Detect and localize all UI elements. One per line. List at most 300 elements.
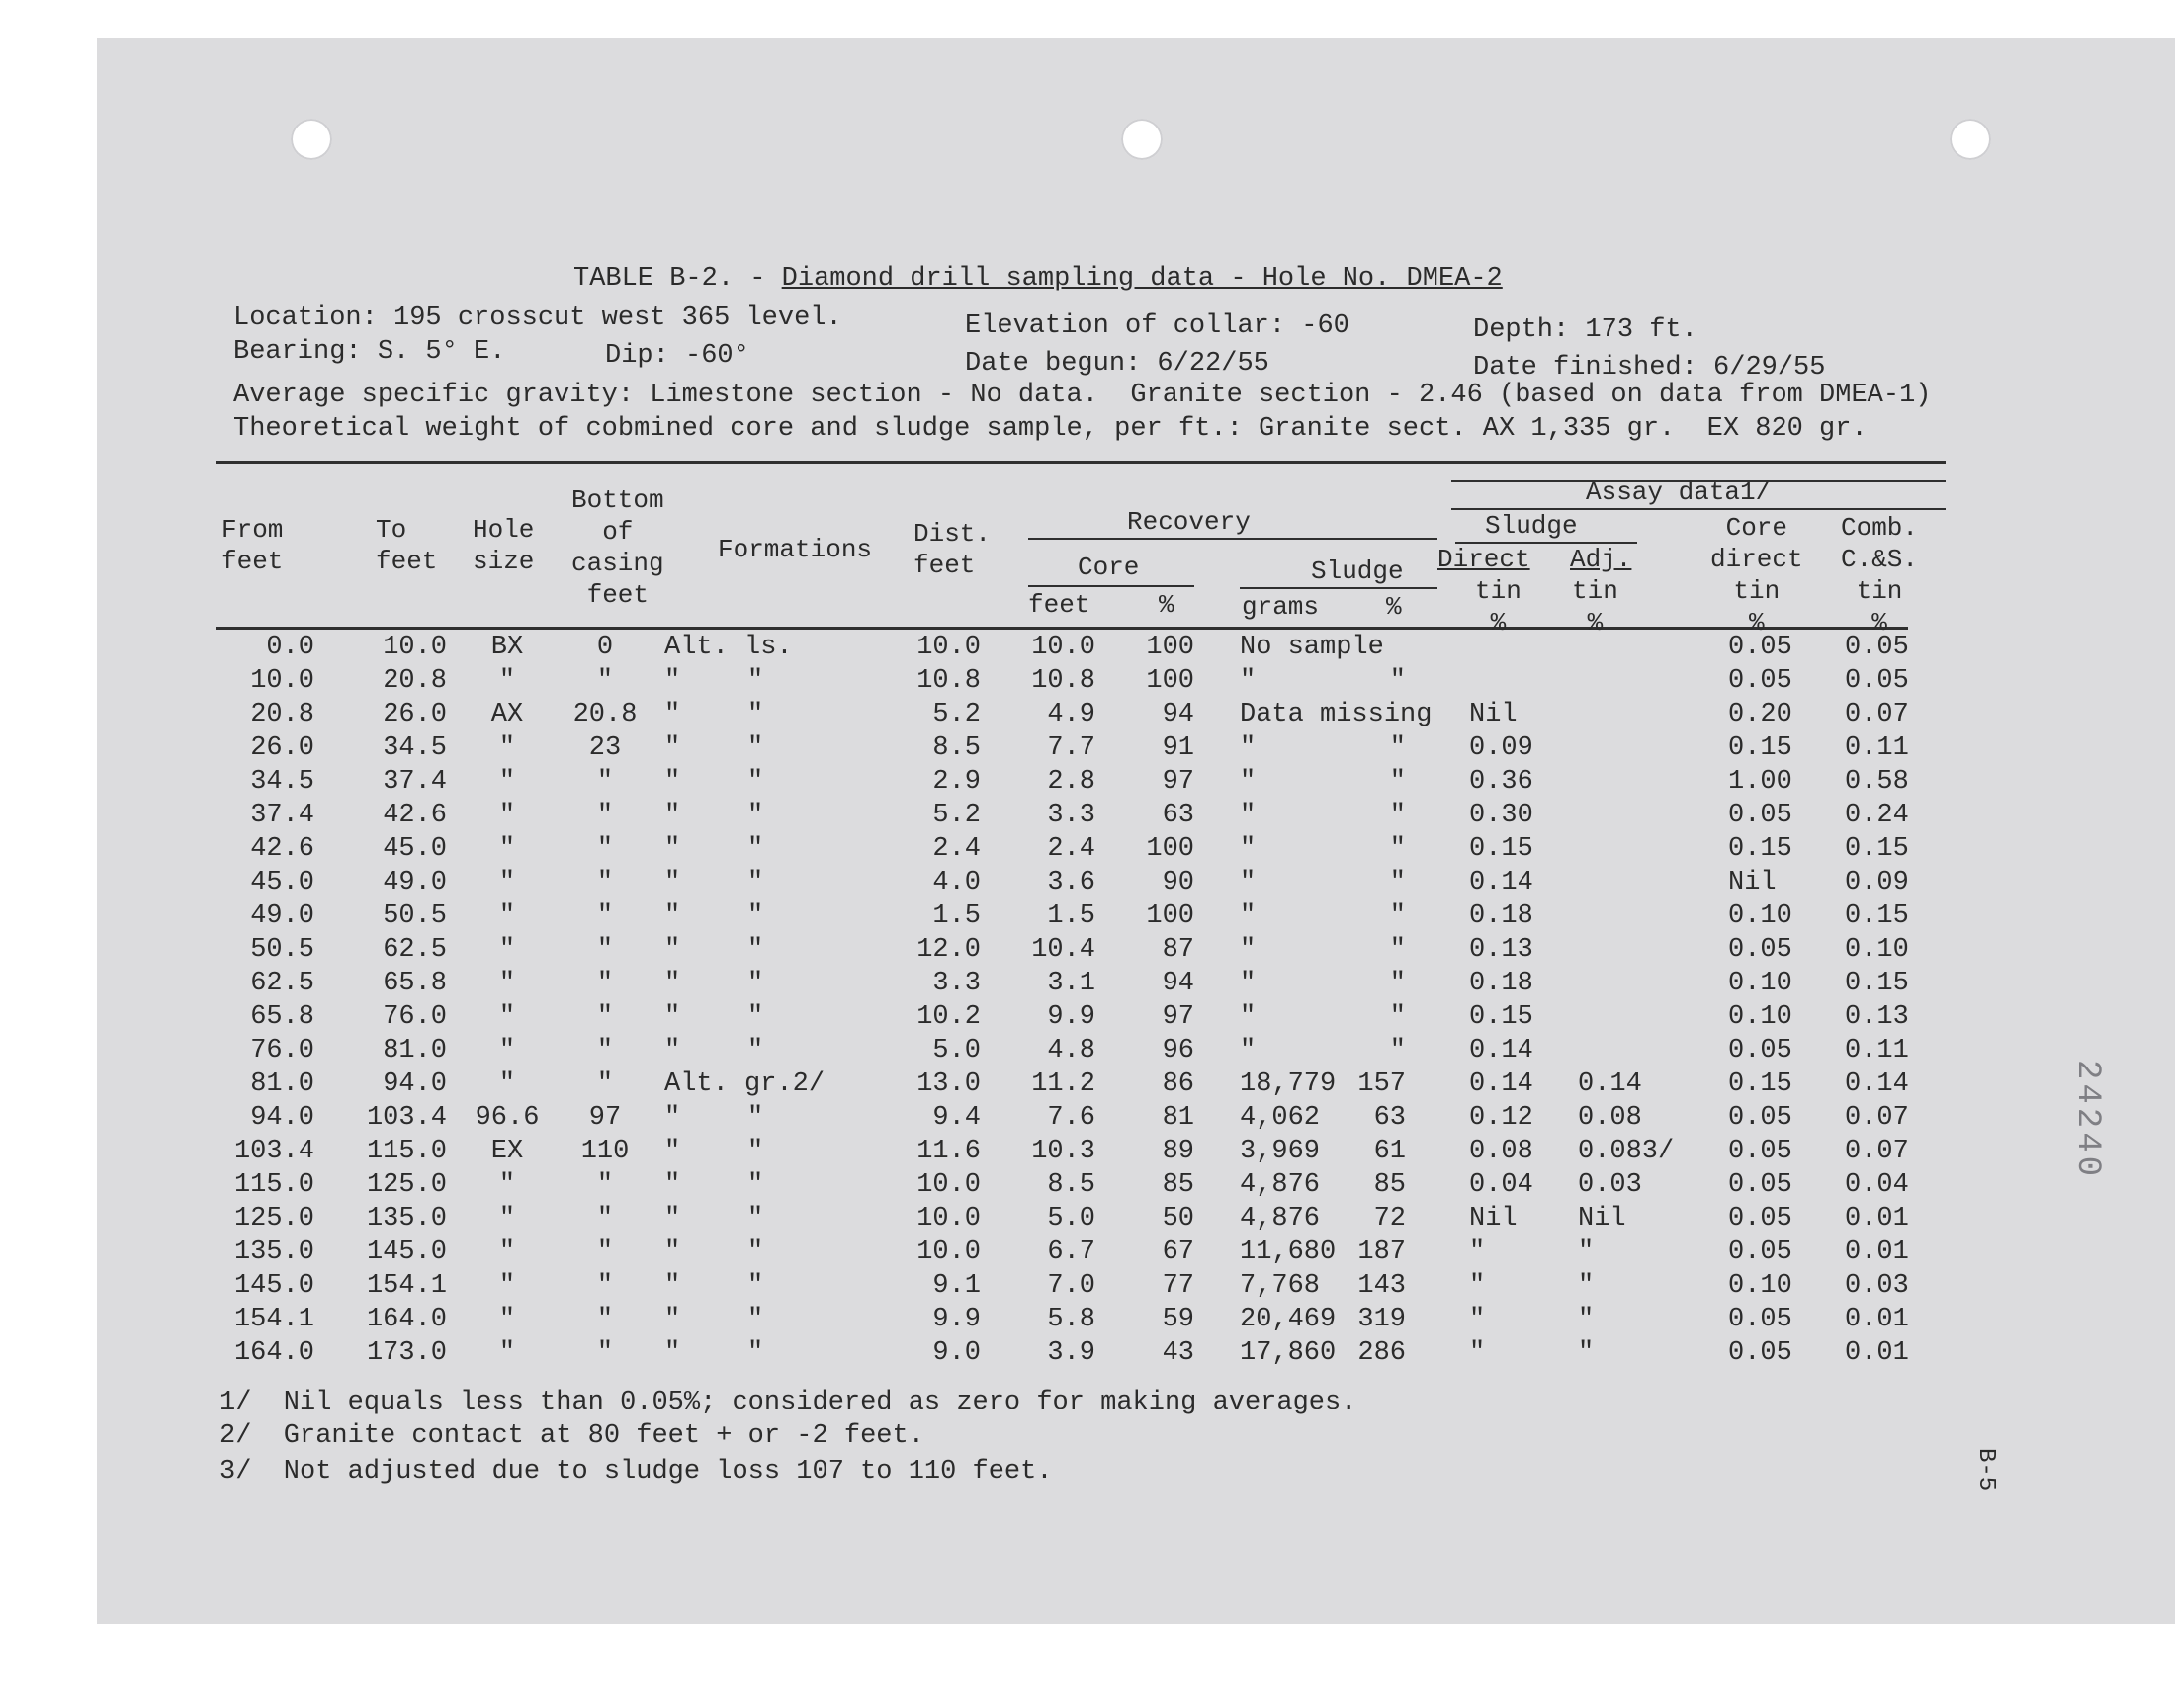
cell-dist: 9.1: [932, 1271, 981, 1301]
cell-direct-tin: ": [1469, 1271, 1486, 1301]
cell-direct-tin: 0.15: [1469, 1002, 1533, 1032]
cell-formation: ": [664, 1305, 681, 1334]
footnote-2: 2/ Granite contact at 80 feet + or -2 feet.: [219, 1421, 924, 1451]
cell-core-feet: 3.1: [1047, 969, 1095, 998]
cell-to: 10.0: [383, 633, 447, 662]
header-core: Core: [1078, 553, 1140, 582]
cell-adj-tin: 0.14: [1578, 1069, 1642, 1099]
cell-dist: 10.0: [916, 1238, 981, 1267]
cell-comb: 0.58: [1845, 767, 1909, 797]
cell-core-feet: 10.8: [1031, 666, 1095, 696]
cell-adj-tin: ": [1578, 1238, 1595, 1267]
cell-core-direct: 0.05: [1728, 1204, 1792, 1234]
header-sludge: Sludge: [1311, 556, 1404, 586]
cell-comb: 0.15: [1845, 901, 1909, 931]
cell-core-pct: 94: [1162, 700, 1194, 729]
cell-core-feet: 2.8: [1047, 767, 1095, 797]
cell-to: 81.0: [383, 1036, 447, 1066]
header-casing: Bottom of casing feet: [571, 485, 664, 610]
table-row: [0, 799, 2175, 832]
table-row: [0, 1202, 2175, 1236]
cell-hole-size: ": [498, 666, 516, 696]
cell-dist: 2.4: [932, 834, 981, 864]
cell-formation: ": [664, 901, 681, 931]
cell-hole-size: ": [498, 868, 516, 897]
cell-direct-tin: 0.14: [1469, 1036, 1533, 1066]
cell-casing: ": [596, 935, 614, 965]
cell-direct-tin: ": [1469, 1238, 1486, 1267]
margin-stamp: 24240: [2068, 1060, 2106, 1181]
cell-from: 103.4: [233, 1137, 314, 1166]
table-row: [0, 1303, 2175, 1336]
cell-from: 94.0: [250, 1103, 314, 1133]
cell-from: 49.0: [250, 901, 314, 931]
cell-from: 65.8: [250, 1002, 314, 1032]
cell-core-direct: 0.05: [1728, 666, 1792, 696]
cell-direct-tin: 0.18: [1469, 901, 1533, 931]
cell-dist: 5.2: [932, 700, 981, 729]
cell-formation-2: ": [747, 1036, 764, 1066]
cell-sludge-pct: ": [1389, 935, 1406, 965]
cell-core-feet: 4.8: [1047, 1036, 1095, 1066]
cell-sludge-pct: ": [1389, 868, 1406, 897]
cell-dist: 10.0: [916, 633, 981, 662]
cell-casing: ": [596, 767, 614, 797]
cell-core-pct: 97: [1162, 1002, 1194, 1032]
cell-core-pct: 90: [1162, 868, 1194, 897]
table-row: [0, 1336, 2175, 1370]
cell-core-direct: 0.05: [1728, 1036, 1792, 1066]
cell-casing: ": [596, 901, 614, 931]
cell-formation-2: ": [747, 969, 764, 998]
cell-core-pct: 97: [1162, 767, 1194, 797]
cell-core-feet: 2.4: [1047, 834, 1095, 864]
cell-formation-2: ": [747, 1002, 764, 1032]
cell-casing: ": [596, 801, 614, 830]
cell-hole-size: ": [498, 1305, 516, 1334]
cell-hole-size: ": [498, 1069, 516, 1099]
cell-hole-size: ": [498, 1204, 516, 1234]
cell-direct-tin: ": [1469, 1338, 1486, 1368]
date-finished-text: Date finished: 6/29/55: [1473, 353, 1826, 383]
elevation-text: Elevation of collar: -60: [965, 311, 1349, 341]
cell-dist: 5.0: [932, 1036, 981, 1066]
cell-formation-2: ": [747, 1103, 764, 1133]
cell-direct-tin: 0.13: [1469, 935, 1533, 965]
cell-core-direct: 0.10: [1728, 969, 1792, 998]
table-row: [0, 967, 2175, 1000]
cell-comb: 0.09: [1845, 868, 1909, 897]
table-row: [0, 1168, 2175, 1202]
cell-adj-tin: 0.08: [1578, 1103, 1642, 1133]
cell-to: 173.0: [366, 1338, 447, 1368]
header-to: To feet: [376, 515, 438, 576]
cell-comb: 0.07: [1845, 1137, 1909, 1166]
cell-sludge-pct: ": [1389, 767, 1406, 797]
bearing-text: Bearing: S. 5° E.: [233, 337, 506, 367]
cell-formation: ": [664, 935, 681, 965]
cell-core-feet: 5.0: [1047, 1204, 1095, 1234]
cell-dist: 4.0: [932, 868, 981, 897]
cell-dist: 10.0: [916, 1170, 981, 1200]
cell-sludge-grams: 3,969: [1240, 1137, 1321, 1166]
cell-hole-size: ": [498, 801, 516, 830]
punch-hole: [291, 119, 332, 160]
cell-dist: 3.3: [932, 969, 981, 998]
cell-comb: 0.03: [1845, 1271, 1909, 1301]
cell-core-feet: 8.5: [1047, 1170, 1095, 1200]
cell-formation-2: ": [747, 834, 764, 864]
cell-comb: 0.14: [1845, 1069, 1909, 1099]
cell-formation-2: ": [747, 767, 764, 797]
cell-casing: ": [596, 1069, 614, 1099]
header-core-pct: %: [1159, 590, 1174, 620]
cell-sludge-pct: ": [1389, 901, 1406, 931]
table-row: [0, 1101, 2175, 1135]
cell-hole-size: ": [498, 901, 516, 931]
cell-sludge-grams: ": [1240, 1002, 1257, 1032]
cell-casing: ": [596, 1170, 614, 1200]
cell-core-feet: 10.4: [1031, 935, 1095, 965]
cell-core-pct: 96: [1162, 1036, 1194, 1066]
cell-sludge-grams: ": [1240, 1036, 1257, 1066]
cell-comb: 0.11: [1845, 733, 1909, 763]
cell-direct-tin: 0.12: [1469, 1103, 1533, 1133]
cell-hole-size: ": [498, 1002, 516, 1032]
cell-from: 81.0: [250, 1069, 314, 1099]
cell-dist: 5.2: [932, 801, 981, 830]
cell-core-feet: 3.9: [1047, 1338, 1095, 1368]
cell-formation-2: ": [747, 733, 764, 763]
header-adj: Adj.: [1570, 545, 1632, 574]
cell-dist: 10.8: [916, 666, 981, 696]
cell-hole-size: AX: [490, 700, 524, 729]
cell-core-pct: 86: [1162, 1069, 1194, 1099]
cell-casing: 0: [596, 633, 614, 662]
cell-from: 164.0: [233, 1338, 314, 1368]
cell-dist: 11.6: [916, 1137, 981, 1166]
sludge-rule: [1240, 587, 1437, 589]
cell-casing: ": [596, 969, 614, 998]
cell-to: 34.5: [383, 733, 447, 763]
cell-sludge-grams: No sample: [1240, 633, 1384, 662]
cell-core-pct: 81: [1162, 1103, 1194, 1133]
cell-dist: 1.5: [932, 901, 981, 931]
cell-hole-size: BX: [490, 633, 524, 662]
cell-formation: ": [664, 1271, 681, 1301]
cell-formation-2: ": [747, 1271, 764, 1301]
cell-core-feet: 1.5: [1047, 901, 1095, 931]
cell-casing: 20.8: [572, 700, 638, 729]
cell-formation-2: ": [747, 1137, 764, 1166]
cell-core-pct: 43: [1162, 1338, 1194, 1368]
cell-casing: ": [596, 1238, 614, 1267]
cell-sludge-pct: 72: [1373, 1204, 1406, 1234]
cell-core-feet: 6.7: [1047, 1238, 1095, 1267]
cell-direct-tin: 0.14: [1469, 868, 1533, 897]
cell-to: 49.0: [383, 868, 447, 897]
cell-direct-tin: 0.08: [1469, 1137, 1533, 1166]
table-row: [0, 1000, 2175, 1034]
header-assay-sludge: Sludge: [1485, 511, 1578, 541]
cell-core-feet: 11.2: [1031, 1069, 1095, 1099]
cell-to: 125.0: [366, 1170, 447, 1200]
cell-core-feet: 9.9: [1047, 1002, 1095, 1032]
cell-sludge-pct: ": [1389, 801, 1406, 830]
cell-comb: 0.07: [1845, 1103, 1909, 1133]
cell-core-direct: 0.05: [1728, 801, 1792, 830]
cell-core-pct: 89: [1162, 1137, 1194, 1166]
table-row: [0, 832, 2175, 866]
recovery-rule: [1028, 538, 1437, 540]
table-row: [0, 866, 2175, 899]
cell-formation: ": [664, 700, 681, 729]
cell-formation: ": [664, 969, 681, 998]
cell-core-feet: 7.7: [1047, 733, 1095, 763]
cell-core-pct: 63: [1162, 801, 1194, 830]
table-row: [0, 1269, 2175, 1303]
cell-to: 42.6: [383, 801, 447, 830]
cell-hole-size: ": [498, 733, 516, 763]
cell-core-feet: 4.9: [1047, 700, 1095, 729]
cell-sludge-grams: ": [1240, 666, 1257, 696]
table-row: [0, 765, 2175, 799]
cell-formation-2: ": [747, 1204, 764, 1234]
cell-formation-2: ": [747, 901, 764, 931]
cell-adj-tin: ": [1578, 1338, 1595, 1368]
cell-formation-2: ": [747, 1170, 764, 1200]
punch-hole: [1121, 119, 1163, 160]
header-from: From feet: [221, 515, 284, 576]
header-recovery: Recovery: [1127, 507, 1251, 537]
cell-casing: ": [596, 868, 614, 897]
cell-core-direct: 0.20: [1728, 700, 1792, 729]
cell-direct-tin: Nil: [1469, 700, 1518, 729]
cell-to: 145.0: [366, 1238, 447, 1267]
date-begun-text: Date begun: 6/22/55: [965, 349, 1269, 379]
cell-from: 135.0: [233, 1238, 314, 1267]
cell-core-feet: 7.6: [1047, 1103, 1095, 1133]
cell-core-direct: 0.05: [1728, 1103, 1792, 1133]
cell-to: 94.0: [383, 1069, 447, 1099]
cell-formation: ": [664, 733, 681, 763]
cell-dist: 12.0: [916, 935, 981, 965]
cell-core-direct: 0.10: [1728, 901, 1792, 931]
cell-hole-size: EX: [490, 1137, 524, 1166]
cell-hole-size: ": [498, 1238, 516, 1267]
cell-sludge-grams: 7,768: [1240, 1271, 1321, 1301]
cell-casing: ": [596, 1036, 614, 1066]
header-comb: Comb. C.&S. tin %: [1841, 513, 1919, 638]
cell-direct-tin: 0.04: [1469, 1170, 1533, 1200]
cell-core-pct: 100: [1146, 834, 1194, 864]
cell-hole-size: ": [498, 1271, 516, 1301]
cell-sludge-pct: ": [1389, 834, 1406, 864]
cell-direct-tin: 0.09: [1469, 733, 1533, 763]
cell-sludge-grams: ": [1240, 935, 1257, 965]
dip-text: Dip: -60°: [605, 341, 749, 371]
cell-core-direct: 0.05: [1728, 1238, 1792, 1267]
table-row: [0, 899, 2175, 933]
cell-to: 50.5: [383, 901, 447, 931]
cell-core-feet: 7.0: [1047, 1271, 1095, 1301]
cell-from: 62.5: [250, 969, 314, 998]
cell-core-feet: 10.3: [1031, 1137, 1095, 1166]
cell-formation: ": [664, 1036, 681, 1066]
cell-formation-2: ": [747, 935, 764, 965]
header-adj-tin: tin %: [1572, 576, 1618, 638]
table-row: [0, 1236, 2175, 1269]
cell-sludge-pct: ": [1389, 733, 1406, 763]
cell-casing: 110: [580, 1137, 630, 1166]
table-row: [0, 933, 2175, 967]
cell-core-direct: 0.15: [1728, 1069, 1792, 1099]
footnote-1: 1/ Nil equals less than 0.05%; considered as zero for making averages.: [219, 1388, 1357, 1417]
cell-core-pct: 100: [1146, 901, 1194, 931]
table-row: [0, 698, 2175, 731]
cell-casing: 97: [588, 1103, 622, 1133]
header-core-feet: feet: [1028, 590, 1090, 620]
cell-core-direct: 0.05: [1728, 1305, 1792, 1334]
cell-sludge-grams: ": [1240, 767, 1257, 797]
cell-to: 76.0: [383, 1002, 447, 1032]
cell-casing: ": [596, 1271, 614, 1301]
header-assay: Assay data1/: [1586, 477, 1772, 507]
cell-to: 45.0: [383, 834, 447, 864]
cell-comb: 0.05: [1845, 666, 1909, 696]
cell-to: 26.0: [383, 700, 447, 729]
cell-formation: ": [664, 1137, 681, 1166]
cell-hole-size: ": [498, 767, 516, 797]
cell-comb: 0.11: [1845, 1036, 1909, 1066]
cell-sludge-pct: 187: [1357, 1238, 1406, 1267]
cell-hole-size: ": [498, 969, 516, 998]
cell-hole-size: ": [498, 1170, 516, 1200]
cell-dist: 9.9: [932, 1305, 981, 1334]
cell-core-direct: 0.05: [1728, 1170, 1792, 1200]
cell-comb: 0.04: [1845, 1170, 1909, 1200]
cell-core-direct: Nil: [1728, 868, 1777, 897]
cell-hole-size: ": [498, 1338, 516, 1368]
cell-dist: 9.0: [932, 1338, 981, 1368]
cell-from: 145.0: [233, 1271, 314, 1301]
cell-sludge-grams: 4,876: [1240, 1170, 1321, 1200]
cell-direct-tin: 0.14: [1469, 1069, 1533, 1099]
cell-core-direct: 0.05: [1728, 935, 1792, 965]
cell-to: 115.0: [366, 1137, 447, 1166]
gravity-text: Average specific gravity: Limestone section - No data. Granite section - 2.46 (based on data from DMEA-1): [233, 381, 1932, 410]
cell-core-pct: 77: [1162, 1271, 1194, 1301]
cell-direct-tin: 0.18: [1469, 969, 1533, 998]
cell-core-direct: 0.05: [1728, 633, 1792, 662]
punch-hole: [1950, 119, 1991, 160]
cell-casing: ": [596, 1305, 614, 1334]
cell-sludge-grams: ": [1240, 801, 1257, 830]
header-formations: Formations: [718, 535, 873, 564]
cell-sludge-pct: ": [1389, 666, 1406, 696]
cell-formation-2: ": [747, 1305, 764, 1334]
cell-formation: ": [664, 1238, 681, 1267]
cell-sludge-grams: ": [1240, 733, 1257, 763]
cell-direct-tin: 0.30: [1469, 801, 1533, 830]
cell-core-pct: 87: [1162, 935, 1194, 965]
cell-formation: ": [664, 868, 681, 897]
cell-formation-2: ": [747, 868, 764, 897]
cell-comb: 0.15: [1845, 834, 1909, 864]
cell-formation: ": [664, 666, 681, 696]
cell-casing: 23: [588, 733, 622, 763]
cell-formation: ": [664, 1103, 681, 1133]
cell-formation: Alt. ls.: [664, 633, 793, 662]
cell-sludge-grams: ": [1240, 969, 1257, 998]
cell-from: 45.0: [250, 868, 314, 897]
cell-core-feet: 10.0: [1031, 633, 1095, 662]
cell-comb: 0.07: [1845, 700, 1909, 729]
header-sludge-grams: grams: [1242, 592, 1320, 622]
cell-core-direct: 0.05: [1728, 1137, 1792, 1166]
cell-from: 50.5: [250, 935, 314, 965]
cell-from: 10.0: [250, 666, 314, 696]
cell-comb: 0.05: [1845, 633, 1909, 662]
cell-core-pct: 100: [1146, 666, 1194, 696]
cell-from: 125.0: [233, 1204, 314, 1234]
table-row: [0, 664, 2175, 698]
cell-sludge-pct: 157: [1357, 1069, 1406, 1099]
cell-core-pct: 91: [1162, 733, 1194, 763]
cell-hole-size: ": [498, 834, 516, 864]
cell-core-pct: 100: [1146, 633, 1194, 662]
cell-core-direct: 0.10: [1728, 1271, 1792, 1301]
depth-text: Depth: 173 ft.: [1473, 315, 1697, 345]
cell-comb: 0.01: [1845, 1305, 1909, 1334]
cell-casing: ": [596, 834, 614, 864]
table-row: [0, 1135, 2175, 1168]
cell-formation: ": [664, 1170, 681, 1200]
cell-formation: ": [664, 767, 681, 797]
cell-sludge-grams: 4,062: [1240, 1103, 1321, 1133]
cell-comb: 0.01: [1845, 1338, 1909, 1368]
cell-formation: ": [664, 1002, 681, 1032]
cell-from: 37.4: [250, 801, 314, 830]
cell-sludge-grams: ": [1240, 834, 1257, 864]
table-row: [0, 1068, 2175, 1101]
cell-adj-tin: Nil: [1578, 1204, 1626, 1234]
cell-core-pct: 67: [1162, 1238, 1194, 1267]
cell-dist: 8.5: [932, 733, 981, 763]
cell-core-direct: 0.15: [1728, 733, 1792, 763]
cell-sludge-pct: 61: [1373, 1137, 1406, 1166]
cell-dist: 10.2: [916, 1002, 981, 1032]
cell-casing: ": [596, 666, 614, 696]
cell-from: 0.0: [266, 633, 314, 662]
cell-sludge-pct: ": [1389, 1036, 1406, 1066]
cell-hole-size: ": [498, 1036, 516, 1066]
top-rule: [216, 461, 1946, 464]
cell-core-feet: 3.3: [1047, 801, 1095, 830]
cell-core-direct: 1.00: [1728, 767, 1792, 797]
cell-dist: 10.0: [916, 1204, 981, 1234]
cell-from: 115.0: [233, 1170, 314, 1200]
cell-comb: 0.01: [1845, 1238, 1909, 1267]
cell-from: 42.6: [250, 834, 314, 864]
cell-core-pct: 94: [1162, 969, 1194, 998]
cell-formation-2: ": [747, 1338, 764, 1368]
cell-formation: ": [664, 1204, 681, 1234]
cell-comb: 0.01: [1845, 1204, 1909, 1234]
header-core-direct: Core direct tin %: [1710, 513, 1803, 638]
cell-direct-tin: Nil: [1469, 1204, 1518, 1234]
cell-to: 154.1: [366, 1271, 447, 1301]
